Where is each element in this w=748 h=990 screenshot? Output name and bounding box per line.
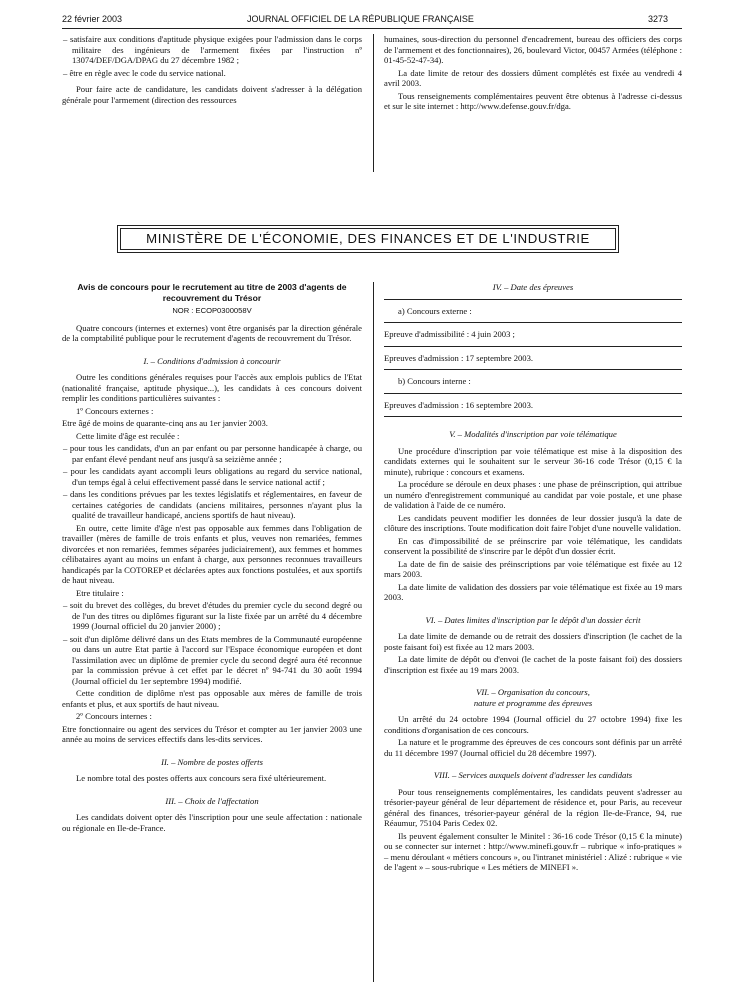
top-column-divider xyxy=(373,34,374,172)
paragraph: En outre, cette limite d'âge n'est pas opposable aux femmes dans l'obligation de travailler (mères de famille de trois enfants et plus, veuves non remariées, femmes divorcées et non remariées, femmes séparées judiciairement), aux femmes et hommes célibataires ayant au moins un enfant à charge, aux personnes reconnues travailleurs handicapés par la COTOREP et déclarées aptes aux fonctions postulées, et aux sportifs de haut niveau. xyxy=(62,522,362,585)
header-rule xyxy=(62,28,682,29)
paragraph: Etre titulaire : xyxy=(76,587,124,598)
rule xyxy=(384,299,682,300)
section-heading: IV. – Date des épreuves xyxy=(492,282,574,292)
section-heading: II. – Nombre de postes offerts xyxy=(161,756,263,767)
right-column xyxy=(384,282,682,875)
paragraph: La procédure se déroule en deux phases : une phase de préinscription, qui attribue un numéro d'enregistrement communiqué au candidat par voie postale, et une phase de validation à l'aide de ce numéro. xyxy=(384,479,682,510)
paragraph: Le nombre total des postes offerts aux concours sera fixé ultérieurement. xyxy=(76,773,327,783)
top-right-column xyxy=(384,34,682,114)
list-item: – soit d'un diplôme délivré dans un des Etats membres de la Communauté européenne ou dans un autre Etat partie à l'accord sur l'Espace économique européen et dont l'assimilation avec un diplôme de premier cycle du second degré aura été reconnue par la commission prévue à cet effet par le décret nº 94-741 du 30 août 1994 (Journal officiel du 1er septembre 1994) modifié. xyxy=(63,633,362,686)
journal-title: JOURNAL OFFICIEL DE LA RÉPUBLIQUE FRANÇAISE xyxy=(247,14,474,24)
rule xyxy=(384,416,682,417)
header-date: 22 février 2003 xyxy=(62,14,123,24)
section-heading: VI. – Dates limites d'inscription par le dépôt d'un dossier écrit xyxy=(425,614,641,625)
top-left-column xyxy=(62,34,362,107)
paragraph: Cette limite d'âge est reculée : xyxy=(76,430,180,441)
ministry-banner xyxy=(117,225,619,253)
section-heading: VII. – Organisation du concours, xyxy=(476,687,590,697)
paragraph: La date de fin de saisie des préinscriptions par voie télématique est fixée au 12 mars 2003. xyxy=(384,558,682,579)
paragraph: La nature et le programme des épreuves de ces concours sont définis par un arrêté du 11 décembre 1997 (Journal officiel du 28 décembre 1997). xyxy=(384,737,682,758)
section-heading: VIII. – Services auxquels doivent d'adresser les candidats xyxy=(433,770,633,780)
paragraph: Pour tous renseignements complémentaires, les candidats peuvent s'adresser au trésorier-payeur général de leur département de résidence et, pour Paris, au receveur général des finances, trésorier-payeur général de la région Ile-de-France, 94, rue Réaumur, 75104 Paris Cedex 02. xyxy=(384,786,682,828)
left-column xyxy=(62,282,362,835)
paragraph: En cas d'impossibilité de se préinscrire par voie télématique, les candidats conservent la possibilité de s'inscrire par le dépôt d'un dossier écrit. xyxy=(384,535,682,556)
paragraph: Cette condition de diplôme n'est pas opposable aux mères de famille de trois enfants et plus, et aux sportifs de haut niveau. xyxy=(62,688,362,709)
paragraph: Un arrêté du 24 octobre 1994 (Journal officiel du 27 octobre 1994) fixe les conditions d'organisation de ces concours. xyxy=(384,714,682,735)
top-right-paragraph: humaines, sous-direction du personnel d'encadrement, bureau des officiers des corps de l'armement et des fonctionnaires), 26, boulevard Victor, 00457 Armées (téléphone : 01-45-52-47-34). xyxy=(384,34,682,65)
list-item: – dans les conditions prévues par les textes législatifs et réglementaires, en faveur de certaines catégories de candidats (anciens militaires, personnes n'ayant plus la qualité de travailleur handicapé, anciens sportifs de haut niveau). xyxy=(63,489,362,520)
ministry-title: MINISTÈRE DE L'ÉCONOMIE, DES FINANCES ET DE L'INDUSTRIE xyxy=(146,231,590,246)
rule xyxy=(384,346,682,347)
rule xyxy=(384,322,682,323)
paragraph: Les candidats peuvent modifier les données de leur dossier jusqu'à la date de clôture des inscriptions. Toute modification doit faire l'objet d'une nouvelle validation. xyxy=(384,512,682,533)
top-right-paragraph: La date limite de retour des dossiers dûment complétés est fixée au vendredi 4 avril 2003. xyxy=(384,67,682,88)
paragraph: Etre âgé de moins de quarante-cinq ans au 1er janvier 2003. xyxy=(62,418,268,428)
top-left-paragraph: Pour faire acte de candidature, les candidats doivent s'adresser à la délégation générale pour l'armement (direction des ressources xyxy=(62,84,362,105)
list-item: – pour les candidats ayant accompli leurs obligations au regard du service national, d'un temps égal à celui effectivement passé dans le service national actif ; xyxy=(63,466,362,487)
top-left-item: – être en règle avec le code du service national. xyxy=(63,67,226,78)
paragraph: Epreuve d'admissibilité : 4 juin 2003 ; xyxy=(384,329,515,339)
list-item: – soit du brevet des collèges, du brevet d'études du premier cycle du second degré ou de l'un des titres ou diplômes figurant sur la liste fixée par un arrêté du 4 décembre 1999 (Journal officiel du 20 janvier 2000) ; xyxy=(63,600,362,631)
section-heading: I. – Conditions d'admission à concourir xyxy=(143,355,281,366)
paragraph: Les candidats doivent opter dès l'inscription pour une seule affectation : nationale ou régionale en Ile-de-France. xyxy=(62,812,362,833)
notice-title: Avis de concours pour le recrutement au titre de 2003 d'agents de recouvrement du Trésor xyxy=(77,282,347,303)
section-heading: nature et programme des épreuves xyxy=(473,697,593,708)
paragraph: La date limite de dépôt ou d'envoi (le cachet de la poste faisant foi) des dossiers d'inscription est fixée au 19 mars 2003. xyxy=(384,654,682,675)
paragraph: Une procédure d'inscription par voie télématique est mise à la disposition des candidats externes qui le souhaitent sur le serveur 36-16 code Trésor (0,15 € la minute), rubrique : concours et examens. xyxy=(384,445,682,477)
paragraph: a) Concours externe : xyxy=(398,305,472,316)
top-left-item: – satisfaire aux conditions d'aptitude physique exigées pour l'admission dans le corps militaire des ingénieurs de l'armement fixées par l'instruction nº 13074/DEF/DGA/DPAG du 27 décembre 1982 ; xyxy=(63,34,362,65)
intro-paragraph: Quatre concours (internes et externes) vont être organisés par la direction générale de la comptabilité publique pour le recrutement d'agents de recouvrement du Trésor. xyxy=(62,322,362,343)
paragraph: Epreuves d'admission : 17 septembre 2003. xyxy=(384,352,534,363)
paragraph: Etre fonctionnaire ou agent des services du Trésor et compter au 1er janvier 2003 une année au moins de services effectifs dans les-dits services. xyxy=(62,723,362,744)
paragraph: Epreuves d'admission : 16 septembre 2003. xyxy=(384,399,534,410)
list-item: – pour tous les candidats, d'un an par enfant ou par personne handicapée à charge, ou par enfant élevé pendant neuf ans jusqu'à sa seizième année ; xyxy=(63,443,362,464)
paragraph: 2º Concours internes : xyxy=(76,711,152,721)
rule xyxy=(384,369,682,370)
rule xyxy=(384,393,682,394)
column-divider xyxy=(373,282,374,982)
section-heading: V. – Modalités d'inscription par voie télématique xyxy=(449,429,617,439)
paragraph: 1º Concours externes : xyxy=(76,405,154,416)
paragraph: La date limite de validation des dossiers par voie télématique est fixée au 19 mars 2003. xyxy=(384,581,682,602)
nor-reference: NOR : ECOP0300058V xyxy=(172,306,252,315)
paragraph: La date limite de demande ou de retrait des dossiers d'inscription (le cachet de la poste faisant foi) est fixée au 12 mars 2003. xyxy=(384,631,682,652)
paragraph: Outre les conditions générales requises pour l'accès aux emplois publics de l'Etat (nationalité française, aptitude physique...), les candidats à ces concours doivent remplir les conditions particulières suivantes : xyxy=(62,372,362,403)
paragraph: Ils peuvent également consulter le Minitel : 36-16 code Trésor (0,15 € la minute) ou se connecter sur internet : http://www.minefi.gouv.fr – rubrique « info-pratiques » – menu déroulant « métiers concours », ou l'intranet ministériel : Alizé : rubrique « vie de l'agent » – sous-rubrique « Les métiers de MINEFI ». xyxy=(384,830,682,872)
top-right-paragraph: Tous renseignements complémentaires peuvent être obtenus à l'adresse ci-dessus et sur le site internet : http://www.defense.gouv.fr/dga. xyxy=(384,90,682,111)
paragraph: b) Concours interne : xyxy=(398,376,471,386)
section-heading: III. – Choix de l'affectation xyxy=(165,795,259,806)
page-number: 3273 xyxy=(648,14,669,24)
